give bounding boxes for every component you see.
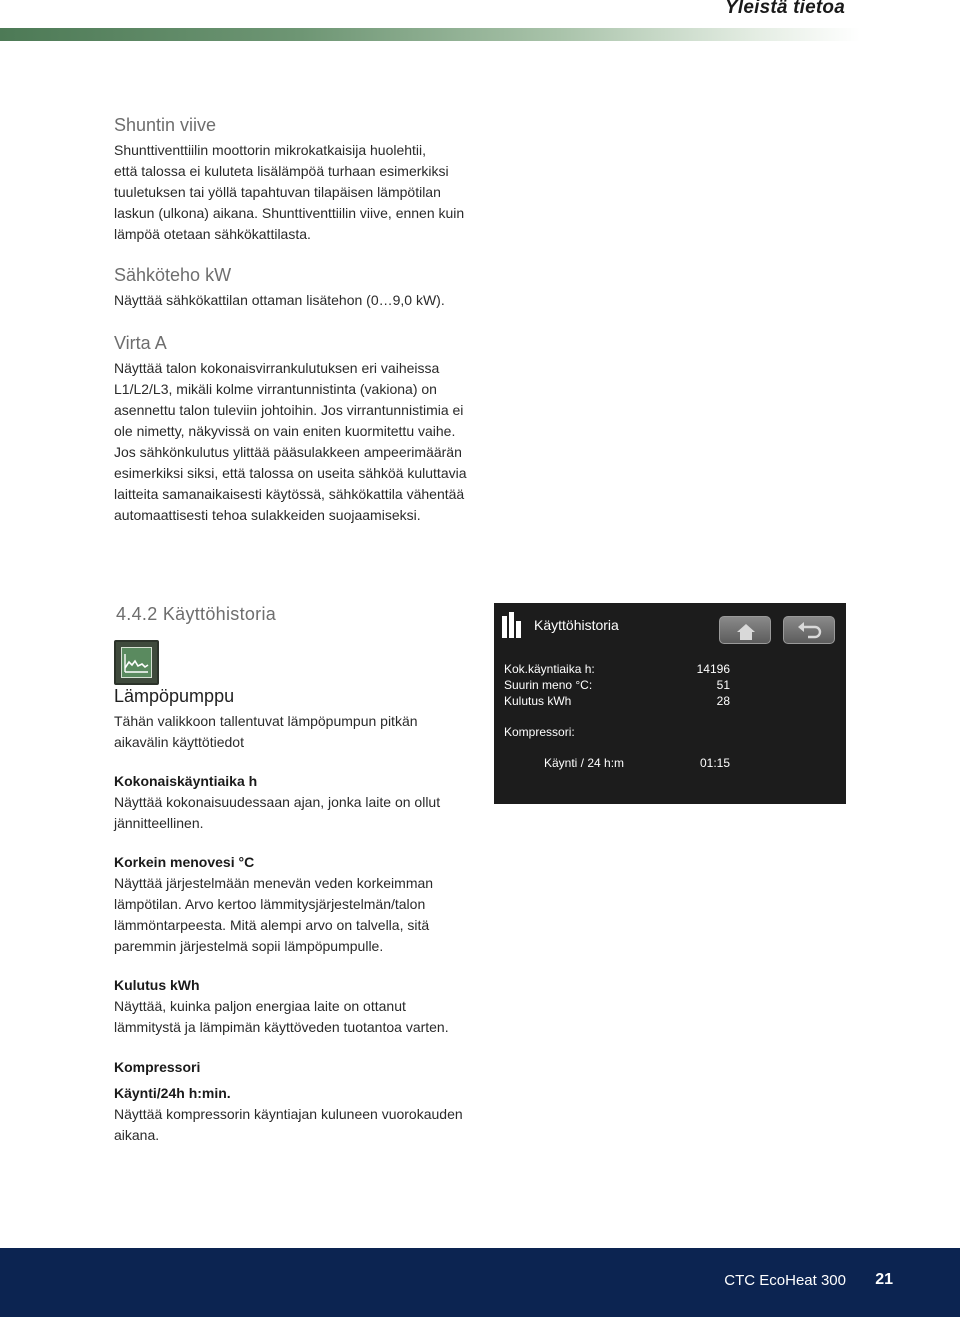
compressor-subheading: Käynti/24h h:min. [114, 1085, 231, 1101]
total-runtime-heading: Kokonaiskäyntiaika h [114, 773, 258, 789]
home-icon [720, 617, 772, 645]
header-gradient-bar [0, 28, 860, 41]
total-runtime-section [114, 771, 474, 834]
shunt-delay-heading: Shuntin viive [114, 115, 217, 135]
operation-history-screen [494, 603, 846, 804]
max-flow-line: Näyttää järjestelmään menevän veden korkeimman [114, 875, 434, 891]
current-line: automaattisesti tehoa sulakkeiden suojaamiseksi. [114, 507, 421, 523]
heat-pump-description [114, 711, 474, 753]
screen-run-label: Käynti / 24 h:m [544, 756, 625, 770]
compressor-line: Näyttää kompressorin käyntiajan kuluneen vuorokauden [114, 1106, 463, 1122]
screen-compressor-label: Kompressori: [504, 725, 575, 739]
compressor-heading: Kompressori [114, 1059, 201, 1075]
shunt-line: tuuletuksen tai yöllä tapahtuvan tilapäisen lämpötilan [114, 184, 441, 200]
consumption-section [114, 975, 474, 1038]
compressor-section [114, 1057, 474, 1146]
back-button[interactable] [783, 616, 835, 644]
current-line: laitteita samanaikaisesti käytössä, sähkökattila vähentää [114, 486, 465, 502]
current-heading: Virta A [114, 333, 167, 353]
screen-row-value: 14196 [696, 662, 730, 676]
current-line: Näyttää talon kokonaisvirrankulutuksen eri vaiheissa [114, 360, 440, 376]
shunt-line: Shunttiventtiilin moottorin mikrokatkaisija huolehtii, [114, 142, 427, 158]
screen-row-label: Kulutus kWh [504, 694, 572, 708]
total-runtime-line: jännitteellinen. [114, 815, 204, 831]
screen-row-value: 51 [716, 678, 730, 692]
consumption-line: Näyttää, kuinka paljon energiaa laite on ottanut [114, 998, 406, 1014]
compressor-line: aikana. [114, 1127, 160, 1143]
max-flow-section [114, 852, 474, 957]
heat-pump-icon [114, 640, 159, 685]
heat-pump-line: aikavälin käyttötiedot [114, 734, 244, 750]
electric-power-line: Näyttää sähkökattilan ottaman lisätehon (0…9,0 kW). [114, 292, 445, 308]
section-heading: 4.4.2 Käyttöhistoria [116, 604, 277, 624]
max-flow-line: lämmöntarpeesta. Mitä alempi arvo on talvella, sitä [114, 917, 430, 933]
electric-power-section [114, 265, 474, 311]
shunt-line: lämpöä otetaan sähkökattilasta. [114, 226, 311, 242]
screen-row-label: Kok.käyntiaika h: [504, 662, 595, 676]
current-line: ole nimetty, näkyvissä on vain eniten kuormitettu vaihe. [114, 423, 456, 439]
total-runtime-line: Näyttää kokonaisuudessaan ajan, jonka laite on ollut [114, 794, 441, 810]
current-line: L1/L2/L3, mikäli kolme virrantunnistinta (vakiona) on [114, 381, 437, 397]
back-arrow-icon [784, 617, 836, 645]
screen-run-value: 01:15 [699, 756, 730, 770]
max-flow-line: lämpötilan. Arvo kertoo lämmitysjärjestelmän/talon [114, 896, 426, 912]
current-section [114, 333, 474, 526]
heat-pump-title: Lämpöpumppu [114, 686, 235, 706]
screen-row-value: 28 [716, 694, 730, 708]
current-line: asennettu talon tuleviin johtoihin. Jos virrantunnistimia ei [114, 402, 464, 418]
max-flow-heading: Korkein menovesi °C [114, 854, 255, 870]
section-header-title: Yleistä tietoa [724, 0, 845, 18]
home-button[interactable] [719, 616, 771, 644]
footer-brand: CTC EcoHeat 300 [724, 1272, 846, 1289]
page-footer [0, 1248, 960, 1317]
max-flow-line: paremmin järjestelmä sopii lämpöpumpulle. [114, 938, 384, 954]
shunt-delay-section [114, 115, 474, 245]
current-line: esimerkiksi siksi, että talossa on useita sähköä kuluttavia [114, 465, 467, 481]
screen-title: Käyttöhistoria [534, 617, 619, 633]
page-number: 21 [875, 1271, 893, 1288]
consumption-line: lämmitystä ja lämpimän käyttöveden tuotantoa varten. [114, 1019, 449, 1035]
heat-pump-line: Tähän valikkoon tallentuvat lämpöpumpun pitkän [114, 713, 418, 729]
bar-chart-icon [502, 612, 522, 643]
shunt-line: että talossa ei kuluteta lisälämpöä turhaan esimerkiksi [114, 163, 449, 179]
current-line: Jos sähkönkulutus ylittää pääsulakkeen ampeerimäärän [114, 444, 462, 460]
electric-power-heading: Sähköteho kW [114, 265, 232, 285]
screen-row-label: Suurin meno °C: [504, 678, 593, 692]
shunt-line: laskun (ulkona) aikana. Shunttiventtiilin viive, ennen kuin [114, 205, 465, 221]
consumption-heading: Kulutus kWh [114, 977, 200, 993]
